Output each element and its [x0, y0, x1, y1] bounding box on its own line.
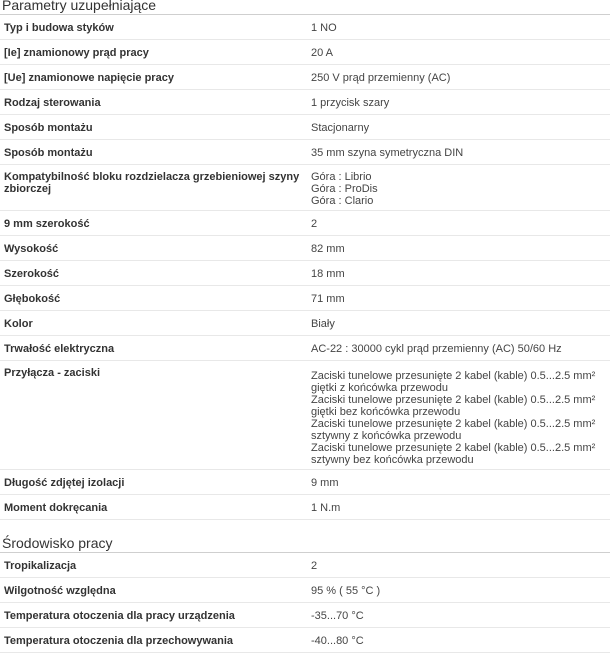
spec-label: Przyłącza - zaciski	[0, 361, 305, 470]
spec-row	[0, 140, 610, 165]
spec-label: Szerokość	[0, 261, 305, 286]
spec-value-line: 71 mm	[311, 293, 345, 305]
spec-label: Sposób montażu	[0, 140, 305, 165]
spec-row	[0, 211, 610, 236]
spec-value	[305, 470, 610, 495]
section-title-parametry-uzupelniajace: Parametry uzupełniające	[0, 0, 610, 15]
spec-row	[0, 15, 610, 40]
spec-label: Głębokość	[0, 286, 305, 311]
spec-value	[305, 115, 610, 140]
spec-row	[0, 261, 610, 286]
spec-value	[305, 311, 610, 336]
spec-label: Trwałość elektryczna	[0, 336, 305, 361]
spec-label: Długość zdjętej izolacji	[0, 470, 305, 495]
spec-value-line: 35 mm szyna symetryczna DIN	[311, 147, 464, 159]
spec-value-line: -40...80 °C	[311, 635, 364, 647]
spec-value	[305, 140, 610, 165]
spec-value-line: 9 mm	[311, 477, 339, 489]
spec-row	[0, 361, 610, 470]
spec-row	[0, 311, 610, 336]
spec-value-line: 1 N.m	[311, 502, 341, 514]
spec-value	[305, 15, 610, 40]
spec-label: Sposób montażu	[0, 115, 305, 140]
spec-value-line: Zaciski tunelowe przesunięte 2 kabel (kable) 0.5...2.5 mm²	[311, 418, 596, 430]
spec-value	[305, 286, 610, 311]
spec-value-line: Góra : Librio	[311, 171, 372, 183]
spec-row	[0, 470, 610, 495]
section-title-srodowisko-pracy: Środowisko pracy	[0, 533, 610, 553]
spec-value-line: 20 A	[311, 47, 334, 59]
spec-row	[0, 115, 610, 140]
spec-row	[0, 553, 610, 578]
spec-label: Moment dokręcania	[0, 495, 305, 520]
spec-value-line: Biały	[311, 318, 335, 330]
spec-value-line: 1 przycisk szary	[311, 97, 390, 109]
spec-row	[0, 90, 610, 115]
spec-value	[305, 578, 610, 603]
spec-label: 9 mm szerokość	[0, 211, 305, 236]
spec-label: Temperatura otoczenia dla przechowywania	[0, 628, 305, 653]
spec-value-line: 2	[311, 560, 318, 572]
spec-value-line: Zaciski tunelowe przesunięte 2 kabel (kable) 0.5...2.5 mm²	[311, 370, 596, 382]
spec-value-line: 250 V prąd przemienny (AC)	[311, 72, 451, 84]
spec-row	[0, 286, 610, 311]
spec-label: Kolor	[0, 311, 305, 336]
spec-value-line: -35...70 °C	[311, 610, 364, 622]
spec-value-line: Stacjonarny	[311, 122, 370, 134]
spec-value-line: Góra : ProDis	[311, 183, 378, 195]
spec-label: [Ie] znamionowy prąd pracy	[0, 40, 305, 65]
spec-label: Wysokość	[0, 236, 305, 261]
spec-value-line: sztywny bez końcówka przewodu	[311, 454, 474, 466]
spec-value	[305, 361, 610, 470]
spec-value	[305, 261, 610, 286]
spec-label: Rodzaj sterowania	[0, 90, 305, 115]
spec-table	[0, 15, 610, 520]
spec-value	[305, 495, 610, 520]
spec-value	[305, 236, 610, 261]
spec-row	[0, 65, 610, 90]
spec-row	[0, 236, 610, 261]
spec-row	[0, 495, 610, 520]
spec-value	[305, 90, 610, 115]
spec-value	[305, 165, 610, 211]
spec-label: Wilgotność względna	[0, 578, 305, 603]
spec-value-line: Góra : Clario	[311, 195, 374, 207]
spec-value	[305, 65, 610, 90]
spec-value	[305, 603, 610, 628]
spec-row	[0, 603, 610, 628]
spec-value	[305, 211, 610, 236]
spec-value	[305, 553, 610, 578]
spec-value	[305, 628, 610, 653]
spec-value-line: AC-22 : 30000 cykl prąd przemienny (AC) 50/60 Hz	[311, 343, 562, 355]
spec-value-line: giętki z końcówka przewodu	[311, 382, 448, 394]
spec-value-line: 95 % ( 55 °C )	[311, 585, 381, 597]
spec-value-line: 18 mm	[311, 268, 345, 280]
spec-label: Temperatura otoczenia dla pracy urządzenia	[0, 603, 305, 628]
spec-row	[0, 628, 610, 653]
spec-label: Kompatybilność bloku rozdzielacza grzebieniowej szyny zbiorczej	[0, 165, 305, 211]
spec-label: Tropikalizacja	[0, 553, 305, 578]
spec-value-line: 2	[311, 218, 318, 230]
spec-value-line: giętki bez końcówka przewodu	[311, 406, 461, 418]
spec-value	[305, 336, 610, 361]
spec-label: [Ue] znamionowe napięcie pracy	[0, 65, 305, 90]
spec-value-line: sztywny z końcówka przewodu	[311, 430, 462, 442]
spec-value-line: 82 mm	[311, 243, 345, 255]
spec-value-line: Zaciski tunelowe przesunięte 2 kabel (kable) 0.5...2.5 mm²	[311, 442, 596, 454]
spec-row	[0, 40, 610, 65]
spec-table	[0, 553, 610, 653]
spec-value	[305, 40, 610, 65]
spec-value-line: 1 NO	[311, 22, 337, 34]
spec-row	[0, 578, 610, 603]
spec-row	[0, 336, 610, 361]
spec-label: Typ i budowa styków	[0, 15, 305, 40]
spec-value-line: Zaciski tunelowe przesunięte 2 kabel (kable) 0.5...2.5 mm²	[311, 394, 596, 406]
spec-row	[0, 165, 610, 211]
